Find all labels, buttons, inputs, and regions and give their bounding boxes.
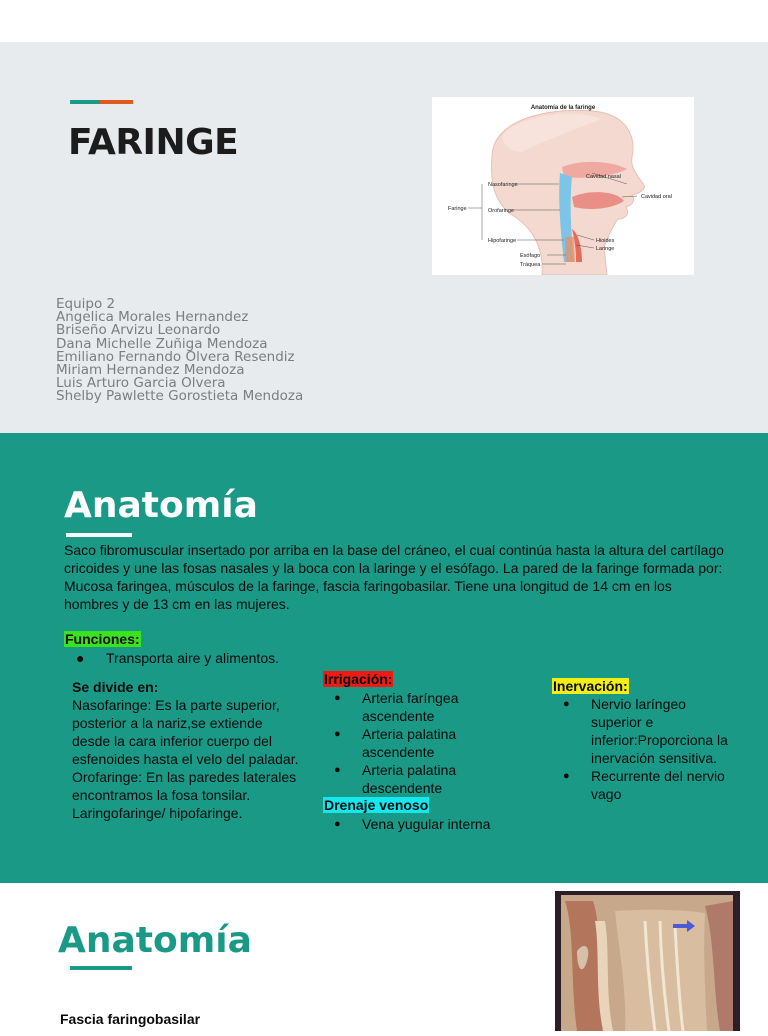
label-hipofaringe: Hipofaringe <box>488 238 517 244</box>
drenaje-list <box>324 815 524 833</box>
division-laringofaringe: Laringofaringe/ hipofaringe. <box>72 805 243 821</box>
funciones-label: Funciones: <box>65 631 140 647</box>
bullet-icon: ● <box>76 650 85 666</box>
divisions-block <box>72 678 302 822</box>
intro-paragraph: Saco fibromuscular insertado por arriba en la base del cráneo, el cual continúa hasta la altura del cartílago cricoides y une las fosas nasales y la boca con la laringe y el esófago. La pared de la faringe formada por: Mucosa faringea, músculos de la faringe, fascia faringobasilar. Tiene una longitud de 14 cm en los hombres y de 13 cm en las mujeres. <box>64 542 724 612</box>
label-faringe: Faringe <box>448 206 467 212</box>
team-list <box>56 298 303 404</box>
title-accent-bar-orange <box>100 100 133 104</box>
list-item: ● Recurrente del nervio vago <box>553 767 728 803</box>
team-member: Dana Michelle Zuñiga Mendoza <box>56 335 268 352</box>
team-member: Emiliano Fernando Olvera Resendiz <box>56 348 295 365</box>
heading-underline <box>70 966 132 970</box>
irrigacion-label: Irrigación: <box>324 671 393 687</box>
diagram-title: Anatomía de la faringe <box>530 105 596 111</box>
list-item: ● Arteria faríngea ascendente <box>324 689 484 725</box>
funciones-item <box>76 649 279 667</box>
list-item: ● Nervio laríngeo superior e inferior:Proporciona la inervación sensitiva. <box>553 695 728 767</box>
division-orofaringe: Orofaringe: En las paredes laterales encontramos la fosa tonsilar. <box>72 769 297 803</box>
list-item: ● Arteria palatina ascendente <box>324 725 484 761</box>
inervacion-list <box>553 695 728 803</box>
label-laringe: Laringe <box>596 246 615 252</box>
inervacion-label: Inervación: <box>553 678 628 694</box>
label-nasofaringe: Nasofaringe <box>488 182 518 188</box>
funciones-item-text: Transporta aire y alimentos. <box>106 650 279 666</box>
dissection-photo <box>555 891 740 1031</box>
label-cavidad-oral: Cavidad oral <box>641 194 672 200</box>
fascia-slide <box>0 883 768 1027</box>
team-member: Shelby Pawlette Gorostieta Mendoza <box>56 388 304 405</box>
pharynx-anatomy-diagram <box>432 97 694 275</box>
team-member: Miriam Hernandez Mendoza <box>56 362 245 379</box>
heading-underline <box>66 533 132 537</box>
team-line: Equipo 2 <box>56 296 116 312</box>
list-item: ● Arteria palatina descendente <box>324 761 484 797</box>
slide-heading: Anatomía <box>58 920 252 961</box>
slide-title: FARINGE <box>68 122 239 163</box>
label-hioides: Hioides <box>596 238 615 244</box>
title-accent-bar-teal <box>70 100 100 104</box>
team-member: Angelica Morales Hernandez <box>56 309 249 326</box>
anatomy-slide <box>0 433 768 883</box>
title-slide <box>0 42 768 433</box>
drenaje-label: Drenaje venoso <box>324 797 429 813</box>
division-nasofaringe: Nasofaringe: Es la parte superior, posterior a la nariz,se extiende desde la cara inferior cuerpo del esfenoides hasta el velo del paladar. <box>72 697 299 767</box>
slide-subheading: Fascia faringobasilar <box>60 1011 201 1027</box>
label-orofaringe: Orofaringe <box>488 208 514 214</box>
divisions-title: Se divide en: <box>72 679 159 695</box>
slide-heading: Anatomía <box>64 485 258 526</box>
label-traquea: Tráquea <box>520 262 541 268</box>
label-cavidad-nasal: Cavidad nasal <box>586 174 621 180</box>
team-member: Briseño Arvizu Leonardo <box>56 322 221 339</box>
list-item: ● Vena yugular interna <box>324 815 524 833</box>
irrigacion-list <box>324 689 484 797</box>
team-member: Luis Arturo Garcia Olvera <box>56 375 226 392</box>
label-esofago: Esófago <box>520 253 541 259</box>
